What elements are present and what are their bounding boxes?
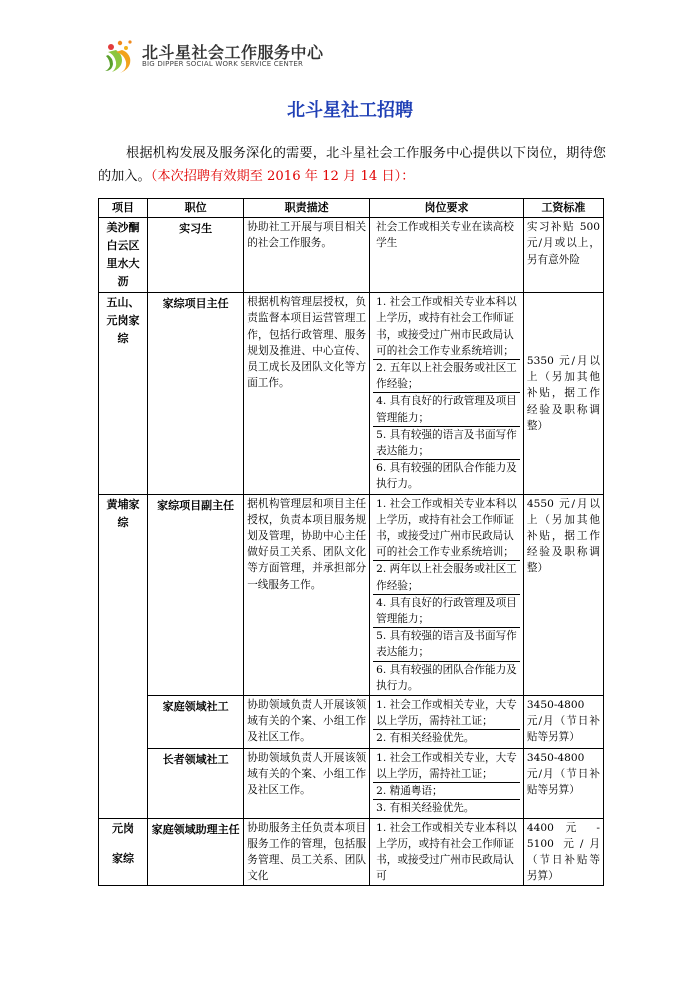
org-name-cn: 北斗星社会工作服务中心 — [142, 43, 324, 62]
position-cell: 家综项目主任 — [148, 293, 244, 494]
intro-text: 根据机构发展及服务深化的需要，北斗星社会工作服务中心提供以下岗位，期待您的加入。 — [98, 146, 606, 184]
salary-cell: 4400 元 - 5100 元/月（节日补贴等另算） — [523, 818, 603, 886]
requirement-item: 1. 社会工作或相关专业本科以上学历，或持有社会工作师证书，或接受过广州市民政局认可的社会工作专业系统培训； — [373, 294, 520, 360]
header-salary: 工资标准 — [523, 199, 603, 218]
table-row — [99, 748, 604, 818]
requirements-cell — [370, 293, 524, 494]
project-cell: 美沙酮白云区里水大沥 — [99, 218, 148, 293]
salary-cell: 3450-4800 元/月（节日补贴等另算） — [523, 748, 603, 818]
table-row — [99, 218, 604, 293]
requirements-cell — [370, 748, 524, 818]
requirement-item: 2. 五年以上社会服务或社区工作经验； — [373, 360, 520, 393]
duty-cell: 协助领域负责人开展该领域有关的个案、小组工作及社区工作。 — [244, 696, 370, 749]
project-cell: 五山、元岗家综 — [99, 293, 148, 494]
requirement-item: 1. 社会工作或相关专业，大专以上学历，需持社工证； — [373, 697, 520, 730]
duty-cell: 据机构管理层和项目主任授权，负责本项目服务规划及管理，协助中心主任做好员工关系、团队文化等方面管理，并承担部分一线服务工作。 — [244, 494, 370, 695]
page-title: 北斗星社工招聘 — [287, 100, 413, 121]
salary-cell: 4550 元/月以上（另加其他补贴，据工作经验及职称调整） — [523, 494, 603, 695]
requirement-item: 3. 有相关经验优先。 — [376, 802, 475, 815]
duty-cell: 根据机构管理层授权，负责监督本项目运营管理工作，包括行政管理、服务规划及推进、中心宣传、员工成长及团队文化等方面工作。 — [244, 293, 370, 494]
table-row — [99, 494, 604, 695]
header-requirements: 岗位要求 — [370, 199, 524, 218]
table-row — [99, 696, 604, 749]
requirement-item: 2. 有相关经验优先。 — [376, 732, 475, 745]
duty-cell: 协助领域负责人开展该领域有关的个案、小组工作及社区工作。 — [244, 748, 370, 818]
position-cell: 长者领域社工 — [148, 748, 244, 818]
requirements-cell — [370, 818, 524, 886]
header-project: 项目 — [99, 199, 148, 218]
requirement-item: 5. 具有较强的语言及书面写作表达能力； — [373, 427, 520, 460]
duty-cell: 协助社工开展与项目相关的社会工作服务。 — [244, 218, 370, 293]
requirement-item: 1. 社会工作或相关专业，大专以上学历，需持社工证； — [373, 750, 520, 783]
deadline-notice: （本次招聘有效期至 2016 年 12 月 14 日）： — [150, 169, 415, 184]
requirement-item: 5. 具有较强的语言及书面写作表达能力； — [373, 628, 520, 661]
salary-cell: 5350 元/月以上（另加其他补贴，据工作经验及职称调整） — [523, 293, 603, 494]
requirement-item: 2. 精通粤语； — [373, 783, 520, 800]
requirement-item: 2. 两年以上社会服务或社区工作经验； — [373, 561, 520, 594]
table-row — [99, 818, 604, 886]
requirement-item: 1. 社会工作或相关专业本科以上学历，或持有社会工作师证书，或接受过广州市民政局认可的社会工作专业系统培训； — [373, 496, 520, 562]
job-table — [98, 198, 604, 886]
intro-paragraph — [98, 142, 606, 188]
requirements-cell — [370, 494, 524, 695]
salary-cell: 实习补贴 500 元/月或以上，另有意外险 — [523, 218, 603, 293]
header-position: 职位 — [148, 199, 244, 218]
project-cell — [99, 818, 148, 886]
requirements-cell — [370, 218, 524, 293]
duty-cell: 协助服务主任负责本项目服务工作的管理，包括服务管理、员工关系、团队文化 — [244, 818, 370, 886]
project-line: 元岗 — [112, 821, 135, 835]
requirements-cell — [370, 696, 524, 749]
table-header-row — [99, 199, 604, 218]
requirement-item: 1. 社会工作或相关专业本科以上学历，或持有社会工作师证书，或接受过广州市民政局认可 — [376, 821, 517, 883]
big-dipper-logo-icon — [102, 38, 138, 74]
position-cell: 家庭领域助理主任 — [148, 818, 244, 886]
position-cell: 家庭领域社工 — [148, 696, 244, 749]
requirement-item: 6. 具有较强的团队合作能力及执行力。 — [376, 462, 517, 491]
requirement-item: 6. 具有较强的团队合作能力及执行力。 — [376, 663, 517, 692]
position-cell: 家综项目副主任 — [148, 494, 244, 695]
requirement-item: 社会工作或相关专业在读高校学生 — [376, 221, 514, 250]
org-name-en: BIG DIPPER SOCIAL WORK SERVICE CENTER — [142, 60, 304, 68]
requirement-item: 4. 具有良好的行政管理及项目管理能力； — [373, 595, 520, 628]
header-duty: 职责描述 — [244, 199, 370, 218]
salary-cell: 3450-4800 元/月（节日补贴等另算） — [523, 696, 603, 749]
table-row — [99, 293, 604, 494]
project-line: 家综 — [112, 851, 135, 865]
position-cell: 实习生 — [148, 218, 244, 293]
requirement-item: 4. 具有良好的行政管理及项目管理能力； — [373, 393, 520, 426]
project-cell: 黄埔家综 — [99, 494, 148, 818]
